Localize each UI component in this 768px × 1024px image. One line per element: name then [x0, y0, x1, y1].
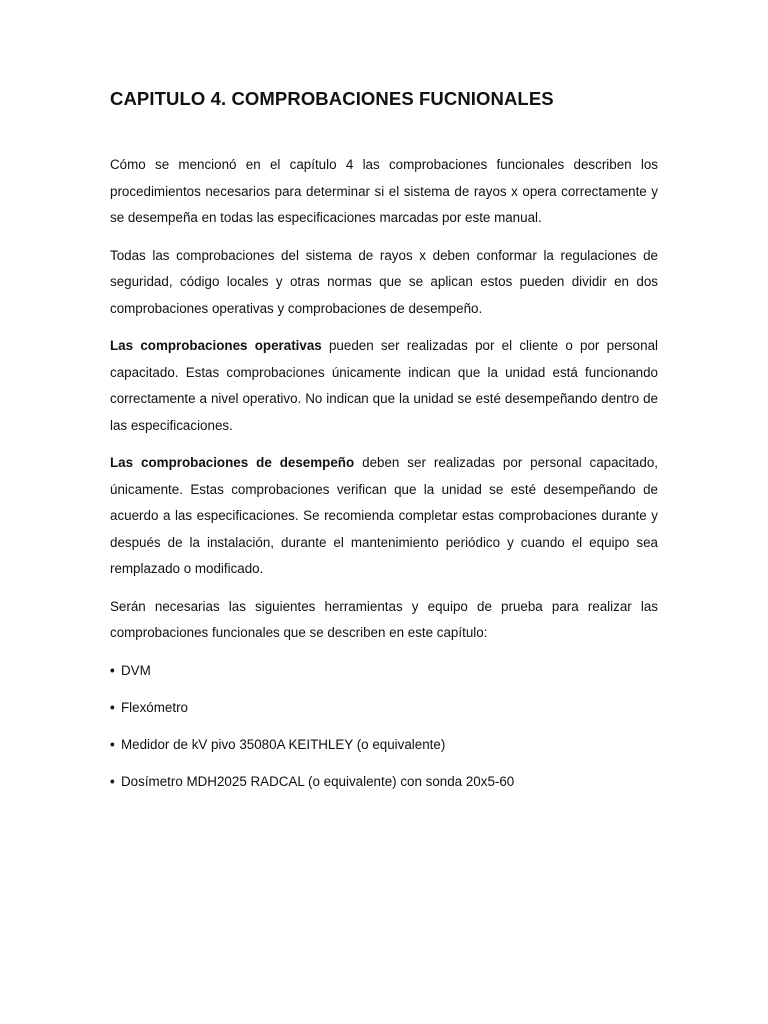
- paragraph-performance-checks: [110, 450, 658, 583]
- list-item: [110, 732, 658, 759]
- paragraph-text: Todas las comprobaciones del sistema de rayos x deben conformar la regulaciones de seguridad, código locales y otras normas que se aplican estos pueden dividir en dos comprobaciones operativas y comprobaciones de desempeño.: [110, 247, 658, 316]
- bold-term: Las comprobaciones de desempeño: [110, 455, 355, 470]
- paragraph-tools-intro: [110, 594, 658, 647]
- chapter-title: CAPITULO 4. COMPROBACIONES FUCNIONALES: [110, 88, 554, 109]
- list-item-text: Dosímetro MDH2025 RADCAL (o equivalente) con sonda 20x5-60: [121, 773, 515, 789]
- paragraph-text: Cómo se mencionó en el capítulo 4 las comprobaciones funcionales describen los procedimientos necesarios para determinar si el sistema de rayos x opera correctamente y se desempeña en todas las especificaciones marcadas por este manual.: [110, 157, 658, 225]
- paragraph-text: deben ser realizadas por personal capacitado, únicamente. Estas comprobaciones verifican que la unidad se esté desempeñando de acuerdo a las especificaciones. Se recomienda completar estas comprobaciones durante y después de la instalación, durante el mantenimiento periódico y cuando el equipo sea remplazado o modificado.: [110, 455, 658, 576]
- list-item-text: Medidor de kV pivo 35080A KEITHLEY (o equivalente): [121, 736, 446, 752]
- list-item-text: Flexómetro: [121, 699, 188, 715]
- paragraph-text: pueden ser realizadas por el cliente o por personal capacitado. Estas comprobaciones únicamente indican que la unidad está funcionando correctamente a nivel operativo. No indican que la unidad se esté desempeñando dentro de las especificaciones.: [110, 338, 658, 433]
- bullet-icon: •: [110, 662, 115, 678]
- bullet-icon: •: [110, 736, 115, 752]
- document-body: [110, 152, 658, 806]
- paragraph-text: Serán necesarias las siguientes herramientas y equipo de prueba para realizar las comprobaciones funcionales que se describen en este capítulo:: [110, 598, 658, 640]
- paragraph-intro: [110, 152, 658, 232]
- tools-list: [110, 658, 658, 796]
- paragraph-operative-checks: [110, 333, 658, 439]
- bullet-icon: •: [110, 699, 115, 715]
- list-item: [110, 769, 658, 796]
- bullet-icon: •: [110, 773, 115, 789]
- bold-term: Las comprobaciones operativas: [110, 338, 322, 353]
- list-item-text: DVM: [121, 662, 151, 678]
- paragraph-regulations: [110, 243, 658, 323]
- list-item: [110, 695, 658, 722]
- list-item: [110, 658, 658, 685]
